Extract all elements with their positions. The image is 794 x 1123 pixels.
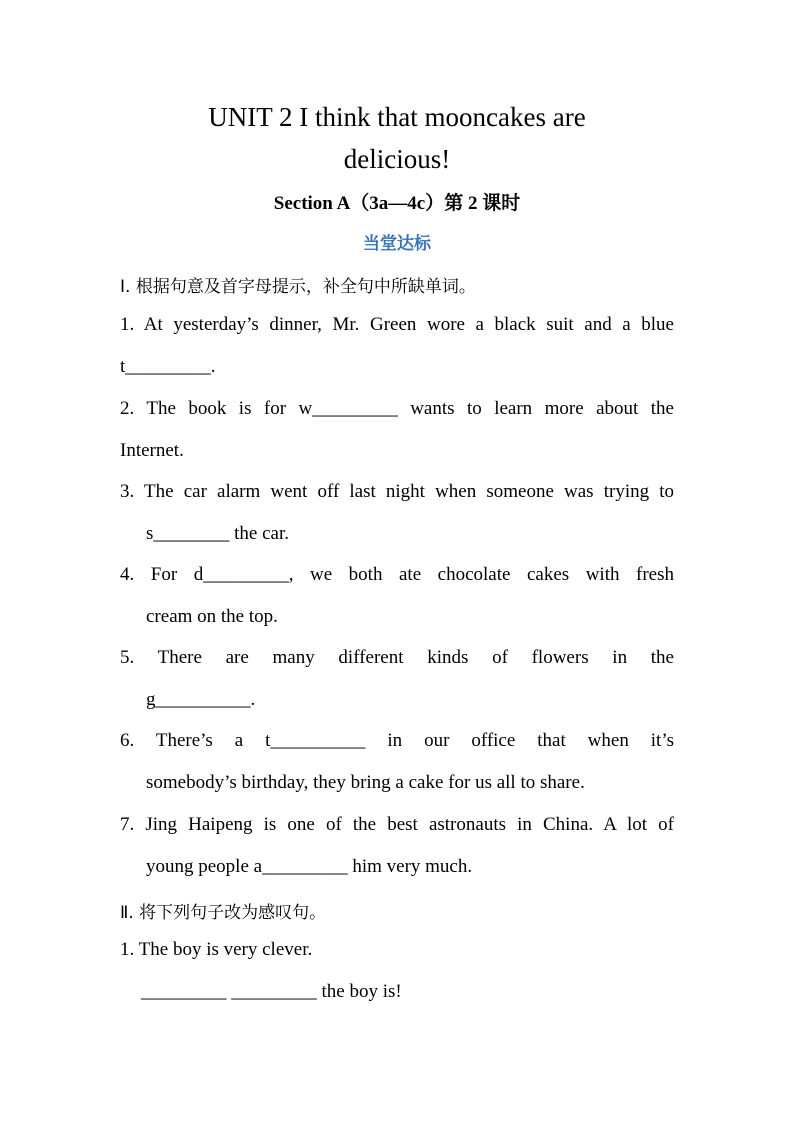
part1-heading: Ⅰ. 根据句意及首字母提示，补全句中所缺单词。 (120, 277, 476, 297)
section-subtitle: Section A（3a—4c）第 2 课时 (273, 193, 521, 214)
document-title-line2: delicious! (343, 144, 451, 174)
document-title-line1: UNIT 2 I think that mooncakes are (208, 102, 586, 132)
part2-heading: Ⅱ. 将下列句子改为感叹句。 (120, 903, 327, 923)
q2-line2: Internet. (120, 440, 184, 461)
q5-line2: g__________. (146, 689, 256, 710)
q4-line2: cream on the top. (146, 606, 278, 627)
q4-line1: 4. For d_________, we both ate chocolate cakes with fresh (120, 564, 674, 585)
q2-line1: 2. The book is for w_________ wants to learn more about the (120, 398, 674, 419)
q3-line2: s________ the car. (146, 523, 290, 544)
q1-line2: t_________. (120, 356, 216, 377)
p2-q1-line2: _________ _________ the boy is! (141, 981, 402, 1002)
q6-line2: somebody’s birthday, they bring a cake for us all to share. (146, 772, 585, 793)
q5-line1: 5. There are many different kinds of flowers in the (120, 647, 674, 668)
q7-line2: young people a_________ him very much. (146, 856, 473, 877)
q1-line1: 1. At yesterday’s dinner, Mr. Green wore a black suit and a blue (120, 314, 674, 335)
q3-line1: 3. The car alarm went off last night when someone was trying to (120, 481, 674, 502)
p2-q1-line1: 1. The boy is very clever. (120, 939, 313, 960)
q6-line1: 6. There’s a t__________ in our office that when it’s (120, 730, 674, 751)
section-tag: 当堂达标 (363, 234, 431, 253)
q7-line1: 7. Jing Haipeng is one of the best astronauts in China. A lot of (120, 814, 674, 835)
